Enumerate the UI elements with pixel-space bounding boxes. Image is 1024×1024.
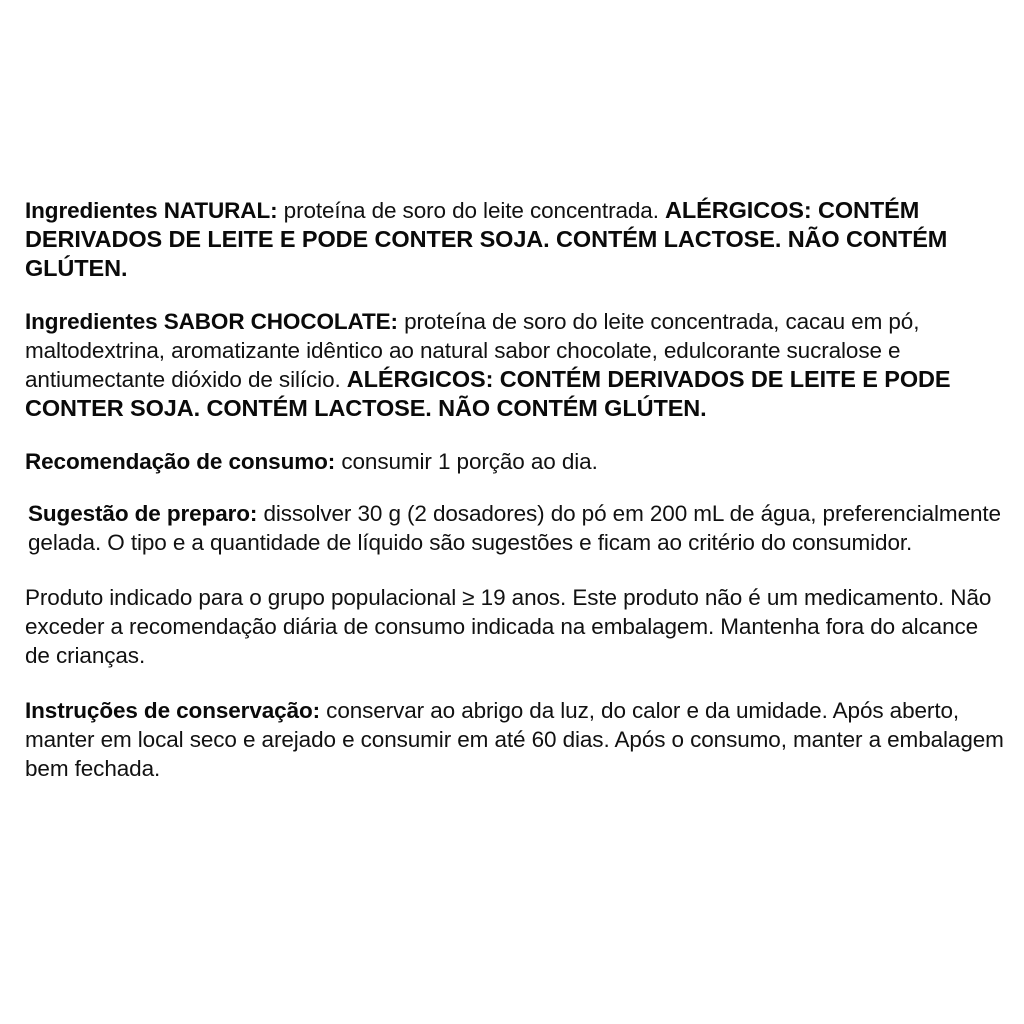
ingredients-chocolate-text: proteína de soro do leite concentrada, cacau em pó, maltodextrina, aromatizante idêntico ao natural sabor chocolate, edulcorante sucralose e antiumectante dióxido de silício. bbox=[25, 309, 920, 392]
storage-text: conservar ao abrigo da luz, do calor e da umidade. Após aberto, manter em local seco e arejado e consumir em até 60 dias. Após o consumo, manter a embalagem bem fechada. bbox=[25, 698, 1004, 781]
ingredients-chocolate-allergens: ALÉRGICOS: CONTÉM DERIVADOS DE LEITE E PODE CONTER SOJA. CONTÉM LACTOSE. NÃO CONTÉM GLÚTEN. bbox=[25, 366, 951, 421]
preparation-text: dissolver 30 g (2 dosadores) do pó em 200 mL de água, preferencialmente gelada. O tipo e a quantidade de líquido são sugestões e ficam ao critério do consumidor. bbox=[28, 501, 1001, 555]
recommendation-heading: Recomendação de consumo: bbox=[25, 449, 336, 474]
preparation-heading: Sugestão de preparo: bbox=[28, 501, 258, 526]
ingredients-chocolate-paragraph bbox=[25, 307, 1005, 423]
warning-text: Produto indicado para o grupo populacional ≥ 19 anos. Este produto não é um medicamento. Não exceder a recomendação diária de consumo indicada na embalagem. Mantenha fora do alcance de crianças. bbox=[25, 585, 992, 668]
preparation-paragraph bbox=[25, 499, 1005, 557]
ingredients-chocolate-heading: Ingredientes SABOR CHOCOLATE: bbox=[25, 309, 398, 334]
ingredients-natural-allergens: ALÉRGICOS: CONTÉM DERIVADOS DE LEITE E PODE CONTER SOJA. CONTÉM LACTOSE. NÃO CONTÉM GLÚTEN. bbox=[25, 197, 948, 281]
ingredients-natural-heading: Ingredientes NATURAL: bbox=[25, 198, 278, 223]
ingredients-natural-text: proteína de soro do leite concentrada. bbox=[277, 198, 666, 223]
storage-heading: Instruções de conservação: bbox=[25, 698, 321, 723]
recommendation-text: consumir 1 porção ao dia. bbox=[335, 449, 598, 474]
storage-paragraph bbox=[25, 696, 1005, 783]
recommendation-paragraph bbox=[25, 447, 1005, 476]
warning-paragraph bbox=[25, 583, 1005, 670]
label-text-document bbox=[25, 196, 1005, 783]
ingredients-natural-paragraph bbox=[25, 196, 1005, 283]
